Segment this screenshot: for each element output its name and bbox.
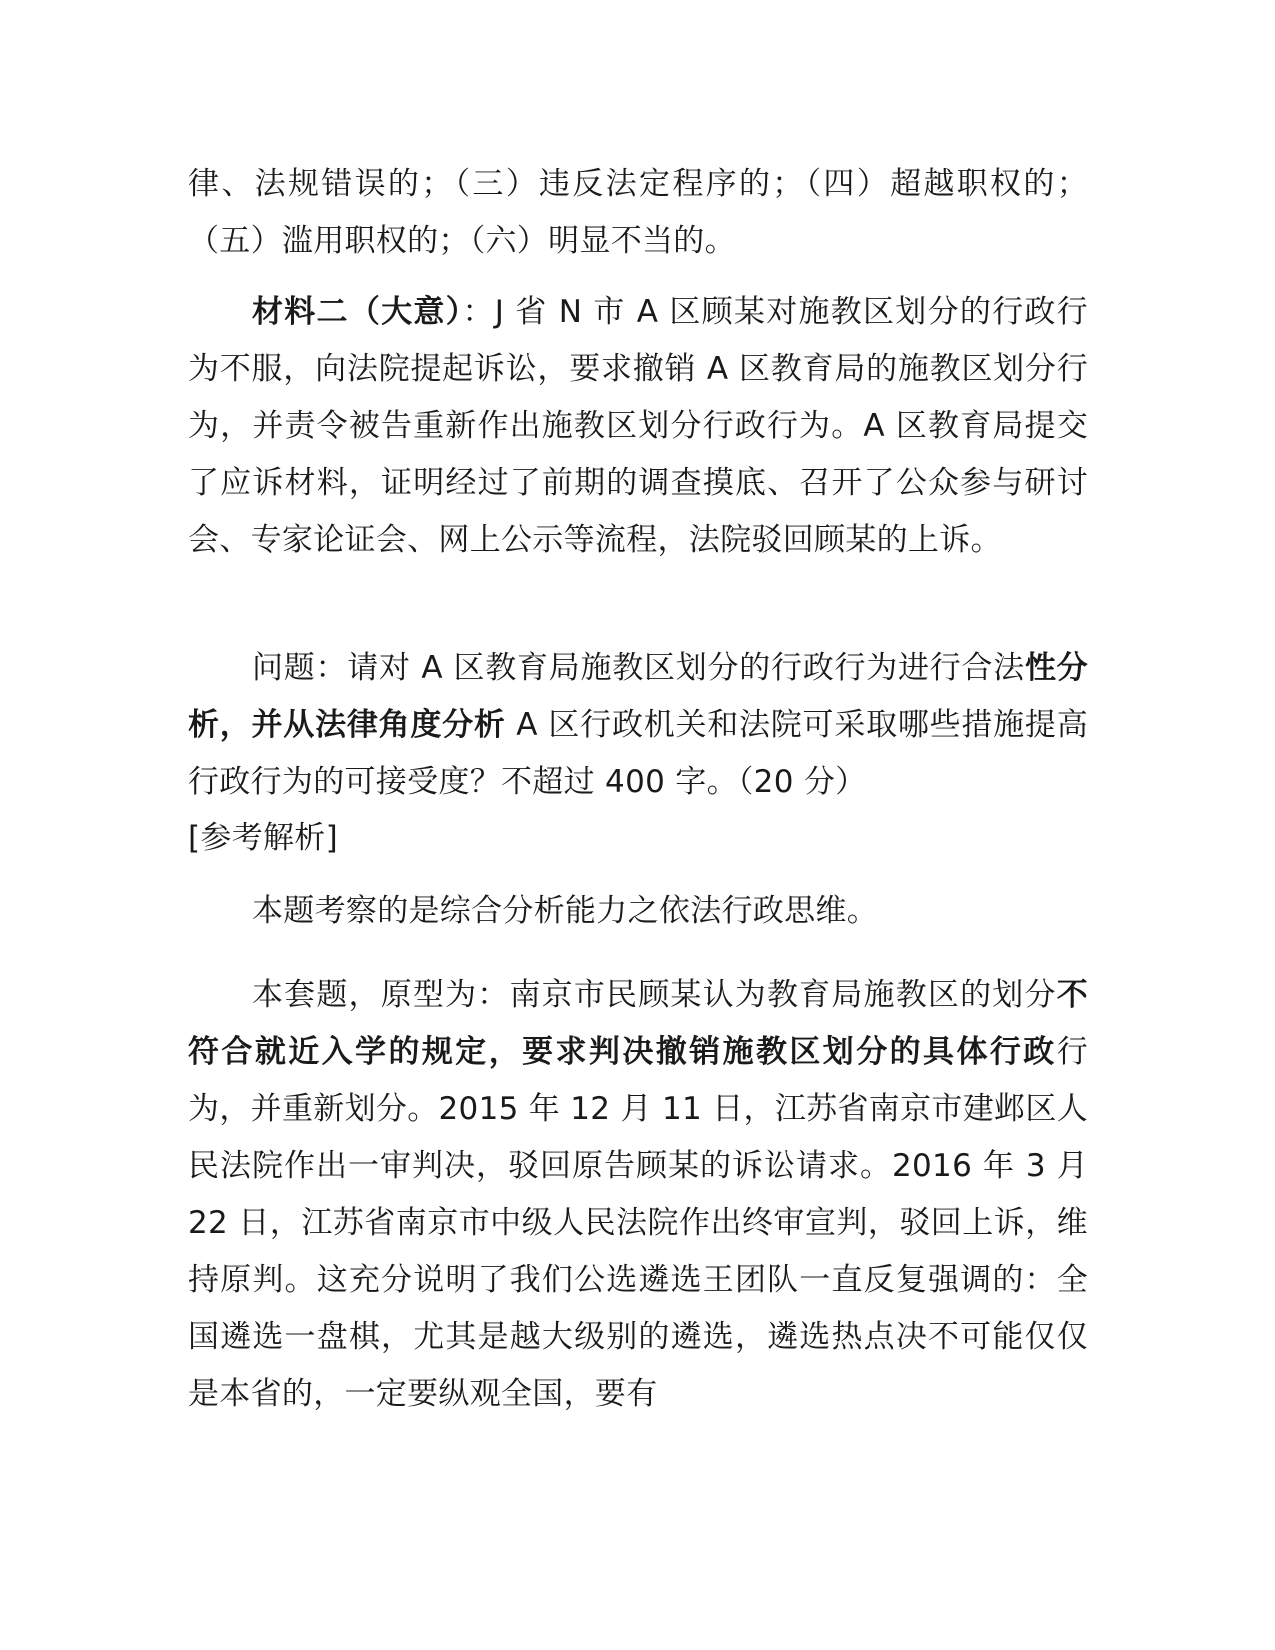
case-text-bold: 不符合就近入学的规定，要求判决撤销施教区划分的具体行政 xyxy=(188,977,1088,1070)
reference-analysis-heading xyxy=(188,810,1088,867)
paragraph-text: 本题考察的是综合分析能力之依法行政思维。 xyxy=(252,893,878,929)
material-two-label: 材料二（大意） xyxy=(252,294,463,330)
paragraph-material-two xyxy=(188,284,1088,569)
question-text-start: 问题：请对 A 区教育局施教区划分的行政行为进行合法 xyxy=(252,650,1025,686)
case-text-end: 行为，并重新划分。2015 年 12 月 11 日，江苏省南京市建邺区人民法院作出一审判决，驳回原告顾某的诉讼请求。2016 年 3 月 22 日，江苏省南京市中级人民法院作出终审宣判，驳回上诉，维持原判。这充分说明了我们公选遴选王团队一直反复强调的：全国遴选一盘棋，尤其是越大级别的遴选，遴选热点决不可能仅仅是本省的，一定要纵观全国，要有 xyxy=(188,1034,1088,1412)
case-text-start: 本套题，原型为：南京市民顾某认为教育局施教区的划分 xyxy=(252,977,1057,1013)
heading-text: [参考解析] xyxy=(188,820,338,856)
paragraph-text: 律、法规错误的；（三）违反法定程序的；（四）超越职权的；（五）滥用职权的；（六）明显不当的。 xyxy=(188,166,1088,259)
paragraph-question xyxy=(188,640,1088,811)
question-text-bold: 性分析，并从法律角度分析 xyxy=(188,650,1088,743)
material-two-body: ：J 省 N 市 A 区顾某对施教区划分的行政行为不服，向法院提起诉讼，要求撤销 A 区教育局的施教区划分行为，并责令被告重新作出施教区划分行政行为。A 区教育局提交了应诉材料，证明经过了前期的调查摸底、召开了公众参与研讨会、专家论证会、网上公示等流程，法院驳回顾某的上诉。 xyxy=(188,294,1088,558)
paragraph-case-prototype xyxy=(188,967,1088,1423)
question-text-end: A 区行政机关和法院可采取哪些措施提高行政行为的可接受度？不超过 400 字。（20 分） xyxy=(188,707,1088,800)
paragraph-legal-grounds xyxy=(188,156,1088,270)
paragraph-topic-summary xyxy=(188,883,1088,940)
